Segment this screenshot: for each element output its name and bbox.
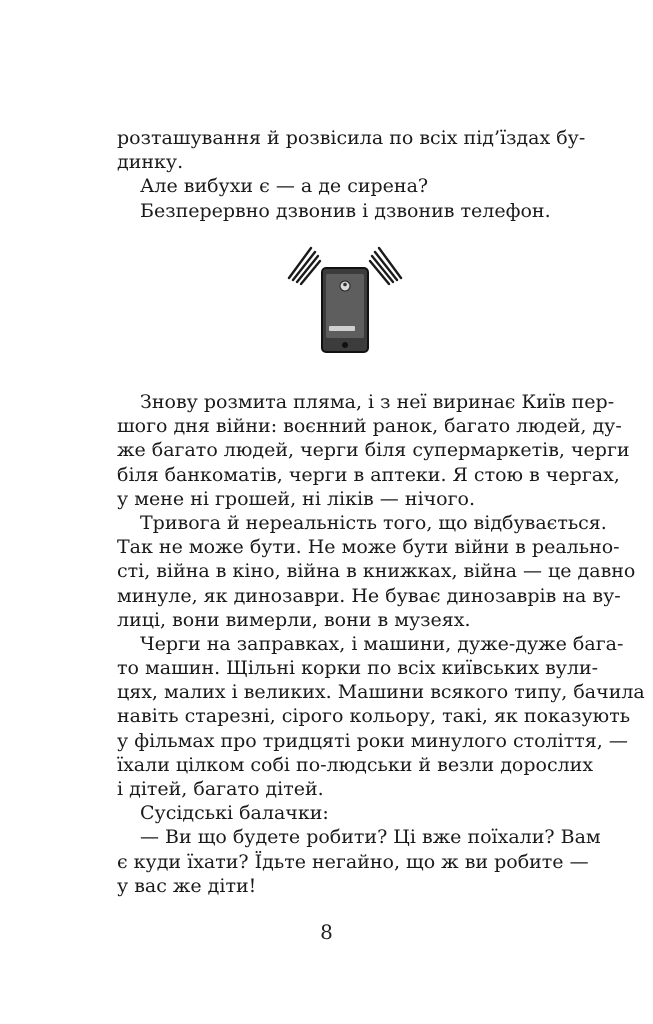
text-line: є куди їхати? Їдьте негайно, що ж ви робите — [117,850,589,873]
text-line: же багато людей, черги біля супермаркетів, черги [117,439,630,462]
text-line: — Ви що будете робити? Ці вже поїхали? Вам [140,826,601,849]
text-line: навіть старезні, сірого кольору, такі, як показують [117,705,631,728]
text-line: Так не може бути. Не може бути війни в реально- [117,536,620,559]
text-line: Знову розмита пляма, і з неї виринає Київ пер- [140,391,615,413]
text-line: і дітей, багато дітей. [117,778,324,800]
text-line: минуле, як динозаври. Не буває динозаврів на ву- [117,584,621,607]
text-line: у фільмах про тридцяті роки минулого століття, — [117,729,628,752]
text-line: лиці, вони вимерли, вони в музеях. [117,608,471,631]
text-line: у вас же діти! [117,874,257,897]
text-line: Безперервно дзвонив і дзвонив телефон. [140,199,551,222]
text-line: то машин. Щільні корки по всіх київських вули- [117,657,599,680]
text-line: у мене ні грошей, ні ліків — нічого. [117,487,476,510]
text-block-main [117,390,645,898]
ringing-phone-icon [285,238,405,358]
text-line: цях, малих і великих. Машини всякого типу, бачила [117,681,645,704]
text-line: розташування й розвісила по всіх під’їздах бу- [117,127,586,149]
text-line: динку. [117,151,184,174]
text-line: їхали цілком собі по-людськи й везли дорослих [117,753,594,776]
text-line: Але вибухи є — а де сирена? [140,175,429,198]
text-line: сті, війна в кіно, війна в книжках, війна — це давно [117,560,636,583]
text-line: Сусідські балачки: [140,802,329,825]
page-number: 8 [320,920,333,944]
text-line: біля банкоматів, черги в аптеки. Я стою в чергах, [117,463,620,486]
text-block-top [117,126,586,223]
text-line: Тривога й нереальність того, що відбувається. [140,511,607,534]
text-line: шого дня війни: воєнний ранок, багато людей, ду- [117,415,622,438]
text-line: Черги на заправках, і машини, дуже-дуже бага- [140,632,624,655]
